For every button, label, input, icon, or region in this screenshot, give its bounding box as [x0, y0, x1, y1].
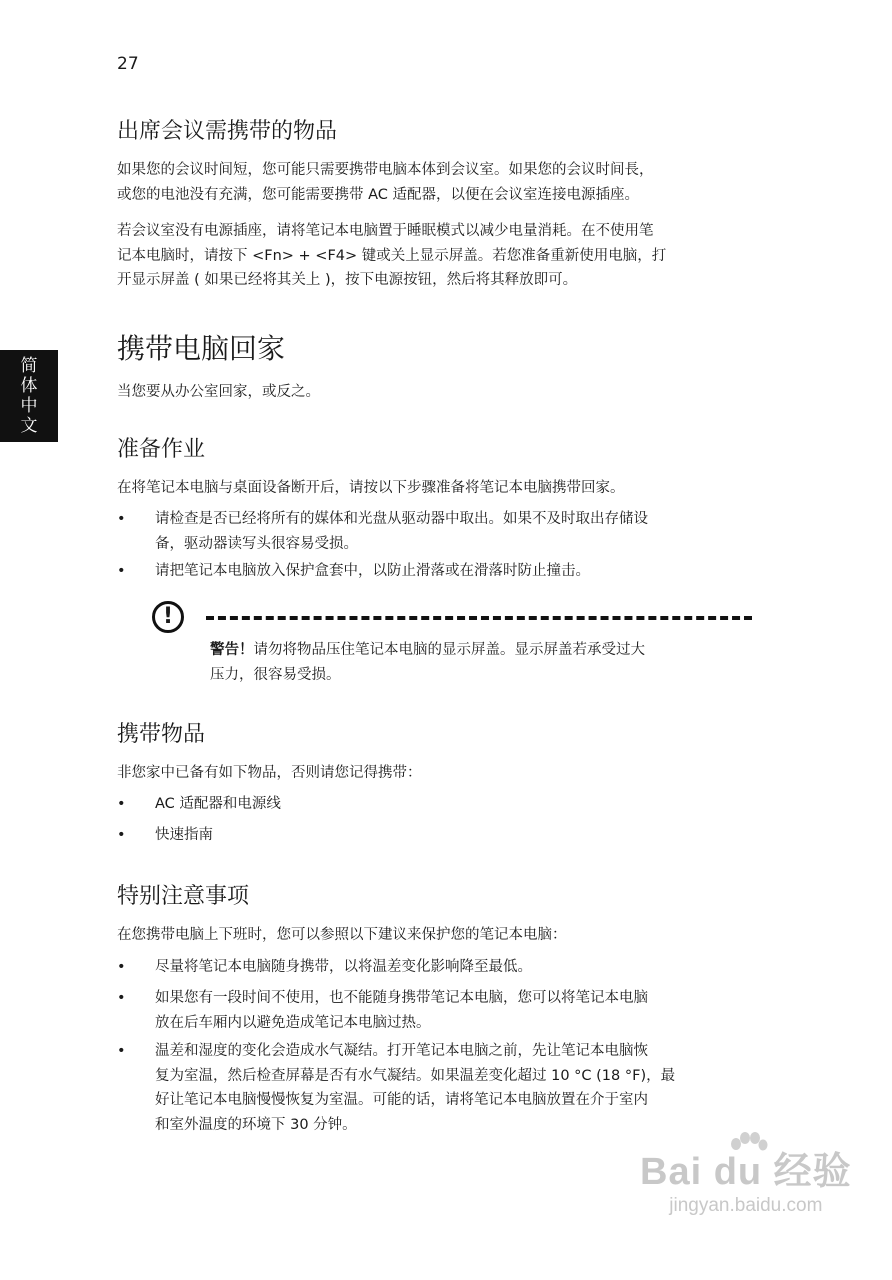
- warning-icon: !: [152, 601, 184, 633]
- side-tab-char: 简: [20, 356, 38, 376]
- text-line: 记本电脑时，请按下 <Fn> + <F4> 键或关上显示屏盖。若您准备重新使用电脑，打: [117, 247, 667, 264]
- watermark-logo-text: Bai du 经验: [640, 1151, 852, 1193]
- subsection-heading-notes: 特别注意事项: [117, 884, 250, 909]
- paragraph-home-intro: 当您要从办公室回家，或反之。: [117, 384, 320, 400]
- baidu-watermark: [640, 1150, 852, 1218]
- text-line: 开显示屏盖 ( 如果已经将其关上 )，按下电源按钮，然后将其释放即可。: [117, 272, 578, 288]
- side-tab-char: 中: [20, 396, 38, 416]
- text-line: 压力，很容易受损。: [210, 666, 341, 683]
- bullet-dot: •: [117, 959, 126, 975]
- text-line: 放在后车厢内以避免造成笔记本电脑过热。: [155, 1014, 431, 1031]
- warning-text: 请勿将物品压住笔记本电脑的显示屏盖。显示屏盖若承受过大: [253, 642, 645, 658]
- list-item-text: 快速指南: [155, 827, 213, 843]
- text-line: 若会议室没有电源插座，请将笔记本电脑置于睡眠模式以减少电量消耗。在不使用笔: [117, 223, 654, 239]
- list-item-text: [155, 955, 755, 980]
- bullet-dot: •: [117, 1043, 126, 1059]
- text-line: 如果您有一段时间不使用，也不能随身携带笔记本电脑，您可以将笔记本电脑: [155, 990, 648, 1006]
- list-item: [117, 986, 767, 1036]
- text-line: 或您的电池没有充满，您可能需要携带 AC 适配器，以便在会议室连接电源插座。: [117, 186, 640, 203]
- paragraph-meeting-1: [117, 158, 767, 207]
- page-number: 27: [117, 54, 139, 74]
- side-tab-char: 体: [20, 376, 38, 396]
- text-line: [210, 638, 740, 663]
- bullet-dot: •: [117, 796, 126, 812]
- list-item: [117, 792, 767, 817]
- text-line: 复为室温，然后检查屏幕是否有水气凝结。如果温差变化超过 10 °C (18 °F)，最: [155, 1067, 676, 1084]
- bullet-dot: •: [117, 511, 126, 527]
- paragraph-meeting-2: [117, 219, 767, 293]
- section-heading-meeting: 出席会议需携带的物品: [117, 119, 338, 144]
- text-line: 如果您的会议时间短，您可能只需要携带电脑本体到会议室。如果您的会议时间長，: [117, 162, 654, 178]
- warning-label: 警告！: [210, 642, 254, 658]
- text-line: 请把笔记本电脑放入保护盒套中，以防止滑落或在滑落时防止撞击。: [155, 563, 590, 579]
- list-item-text: [155, 986, 755, 1035]
- list-item: [117, 823, 767, 848]
- warning-divider: [206, 616, 752, 620]
- list-item-text: AC 适配器和电源线: [155, 796, 281, 812]
- list-item-text: [155, 559, 755, 584]
- text-line: 备，驱动器读写头很容易受损。: [155, 535, 358, 552]
- language-side-tab: [0, 350, 58, 442]
- text-line: 和室外温度的环境下 30 分钟。: [155, 1116, 357, 1133]
- bullet-dot: •: [117, 990, 126, 1006]
- list-item: [117, 955, 767, 980]
- warning-note: [210, 638, 740, 687]
- list-item: [117, 1039, 767, 1139]
- paragraph-prep-intro: 在将笔记本电脑与桌面设备断开后，请按以下步骤准备将笔记本电脑携带回家。: [117, 480, 625, 496]
- watermark-url: jingyan.baidu.com: [669, 1195, 823, 1216]
- list-item: [117, 559, 767, 584]
- list-item: [117, 507, 767, 557]
- list-item-text: [155, 1039, 755, 1137]
- section-heading-home: 携带电脑回家: [117, 332, 286, 365]
- paragraph-carry-intro: 非您家中已备有如下物品，否则请您记得携带：: [117, 765, 422, 781]
- list-item-text: [155, 507, 755, 556]
- bullet-dot: •: [117, 563, 126, 579]
- subsection-heading-prep: 准备作业: [117, 437, 206, 462]
- subsection-heading-carry: 携带物品: [117, 722, 206, 747]
- text-line: 尽量将笔记本电脑随身携带，以将温差变化影响降至最低。: [155, 959, 532, 975]
- text-line: 好让笔记本电脑慢慢恢复为室温。可能的话，请将笔记本电脑放置在介于室内: [155, 1092, 648, 1108]
- side-tab-char: 文: [20, 416, 38, 436]
- paragraph-notes-intro: 在您携带电脑上下班时，您可以参照以下建议来保护您的笔记本电脑：: [117, 927, 567, 943]
- bullet-dot: •: [117, 827, 126, 843]
- paw-icon: [728, 1132, 768, 1162]
- text-line: 温差和湿度的变化会造成水气凝结。打开笔记本电脑之前，先让笔记本电脑恢: [155, 1043, 648, 1059]
- text-line: 请检查是否已经将所有的媒体和光盘从驱动器中取出。如果不及时取出存储设: [155, 511, 648, 527]
